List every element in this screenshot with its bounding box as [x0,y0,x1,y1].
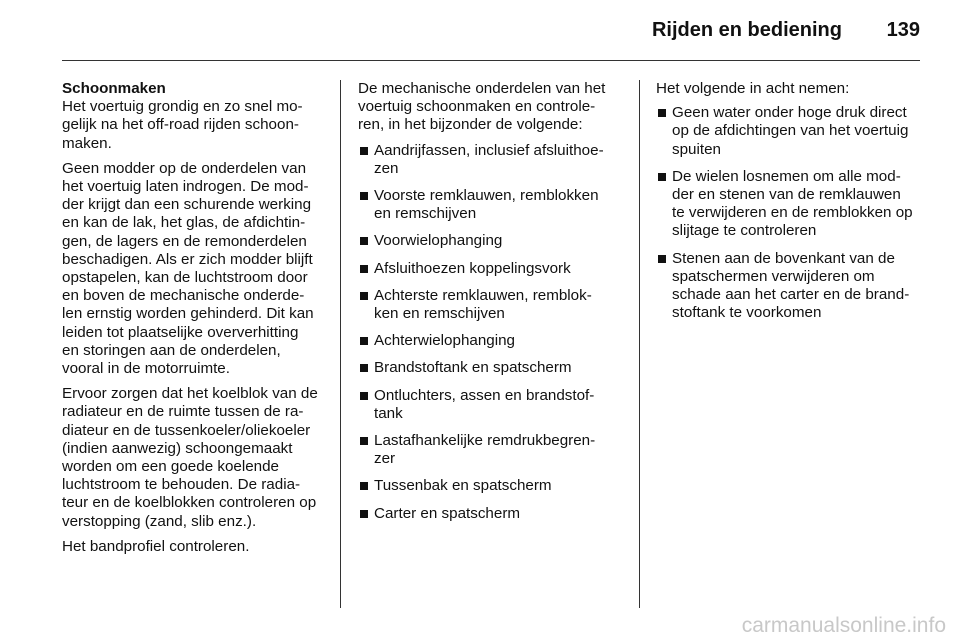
list-item [358,232,624,250]
text-line: Achterwielophanging [374,332,516,350]
mechanical-parts-list [358,142,624,523]
text-line: ren, in het bijzonder de volgende: [358,116,583,134]
list-item [358,287,624,323]
square-bullet-icon [658,255,666,263]
square-bullet-icon [360,510,368,518]
text-line: De mechanische onderdelen van het [358,80,606,97]
header-divider [62,60,920,61]
paragraph [62,385,324,531]
list-item [358,187,624,223]
text-line: gen, de lagers en de remonderdelen [62,232,307,250]
paragraph [62,538,324,556]
text-line: Afsluithoezen koppelingsvork [374,259,571,277]
text-line: De wielen losnemen om alle mod- [672,167,901,185]
text-line: Voorwielophanging [374,232,503,250]
list-item [358,387,624,423]
text-line: op de afdichtingen van het voertuig [672,122,909,140]
text-line: Geen modder op de onderdelen van [62,159,307,177]
square-bullet-icon [360,364,368,372]
text-line: Achterste remklauwen, remblok- [374,286,592,304]
square-bullet-icon [658,109,666,117]
square-bullet-icon [360,292,368,300]
column-divider-2 [639,80,640,608]
list-item [656,250,922,323]
text-line: ken en remschijven [374,305,505,323]
text-line: Stenen aan de bovenkant van de [672,249,895,267]
text-line: Lastafhankelijke remdrukbegren- [374,432,596,450]
text-line: Voorste remklauwen, remblokken [374,187,599,205]
text-line: Het bandprofiel controleren. [62,537,250,555]
text-line: Geen water onder hoge druk direct [672,104,907,122]
text-line: der en stenen van de remklauwen [672,186,901,204]
section-heading: Schoonmaken [62,80,166,97]
text-line: Brandstoftank en spatscherm [374,359,572,377]
list-item [358,142,624,178]
list-item [358,260,624,278]
text-line: spuiten [672,140,721,158]
attention-list [656,104,922,322]
text-line: verstopping (zand, slib enz.). [62,512,257,530]
column-cleaning [62,80,324,563]
text-line: zen [374,159,399,177]
text-line: vooral in de motorruimte. [62,360,230,378]
text-line: tank [374,404,403,422]
text-line: Tussenbak en spatscherm [374,477,552,495]
column-divider-1 [340,80,341,608]
text-line: voertuig schoonmaken en controle- [358,98,596,116]
text-line: radiateur en de ruimte tussen de ra- [62,403,304,421]
square-bullet-icon [360,392,368,400]
text-line: Het voertuig grondig en zo snel mo- [62,98,303,116]
square-bullet-icon [360,437,368,445]
square-bullet-icon [360,147,368,155]
text-line: en boven de mechanische onderde- [62,287,305,305]
square-bullet-icon [360,192,368,200]
text-line: beschadigen. Als er zich modder blijft [62,250,313,268]
list-item [358,477,624,495]
text-line: het voertuig laten indrogen. De mod- [62,178,309,196]
list-item [358,332,624,350]
text-line: maken. [62,134,112,152]
square-bullet-icon [360,237,368,245]
list-item [656,104,922,159]
text-line: spatschermen verwijderen om [672,267,875,285]
text-line: Ervoor zorgen dat het koelblok van de [62,385,318,403]
list-item [358,505,624,523]
mechanical-intro [358,80,624,135]
text-line: opstapelen, kan de luchtstroom door [62,269,308,287]
text-line: worden om een goede koelende [62,458,280,476]
text-line: gelijk na het off-road rijden schoon- [62,116,299,134]
text-line: Het volgende in acht nemen: [656,80,850,97]
text-line: der krijgt dan een schurende werking [62,196,312,214]
square-bullet-icon [360,265,368,273]
text-line: teur en de koelblokken controleren op [62,494,317,512]
text-line: en kan de lak, het glas, de afdichtin- [62,214,306,232]
text-line: stoftank te voorkomen [672,304,822,322]
square-bullet-icon [658,173,666,181]
text-line: leiden tot plaatselijke oververhitting [62,323,299,341]
text-line: luchtstroom te behouden. De radia- [62,476,301,494]
text-line: en storingen aan de onderdelen, [62,341,281,359]
paragraph [62,160,324,378]
paragraph [62,98,324,153]
text-line: zer [374,450,396,468]
text-line: en remschijven [374,205,477,223]
text-line: schade aan het carter en de brand- [672,286,910,304]
page-header [0,0,960,62]
watermark: carmanualsonline.info [741,614,946,637]
page-title: Rijden en bediening [651,19,842,41]
attention-intro [656,80,922,98]
square-bullet-icon [360,337,368,345]
column-mechanical-parts [358,80,624,532]
text-line: slijtage te controleren [672,222,817,240]
list-item [656,168,922,241]
text-line: (indien aanwezig) schoongemaakt [62,439,293,457]
text-line: diateur en de tussenkoeler/oliekoeler [62,421,311,439]
text-line: Ontluchters, assen en brandstof- [374,386,595,404]
text-line: Carter en spatscherm [374,504,521,522]
text-line: Aandrijfassen, inclusief afsluithoe- [374,141,604,159]
column-attention [656,80,922,331]
page-number: 139 [886,19,920,41]
text-line: len ernstig worden gehinderd. Dit kan [62,305,314,323]
cleaning-paragraphs [62,98,324,556]
text-line: te verwijderen en de remblokken op [672,204,913,222]
list-item [358,359,624,377]
square-bullet-icon [360,482,368,490]
list-item [358,432,624,468]
